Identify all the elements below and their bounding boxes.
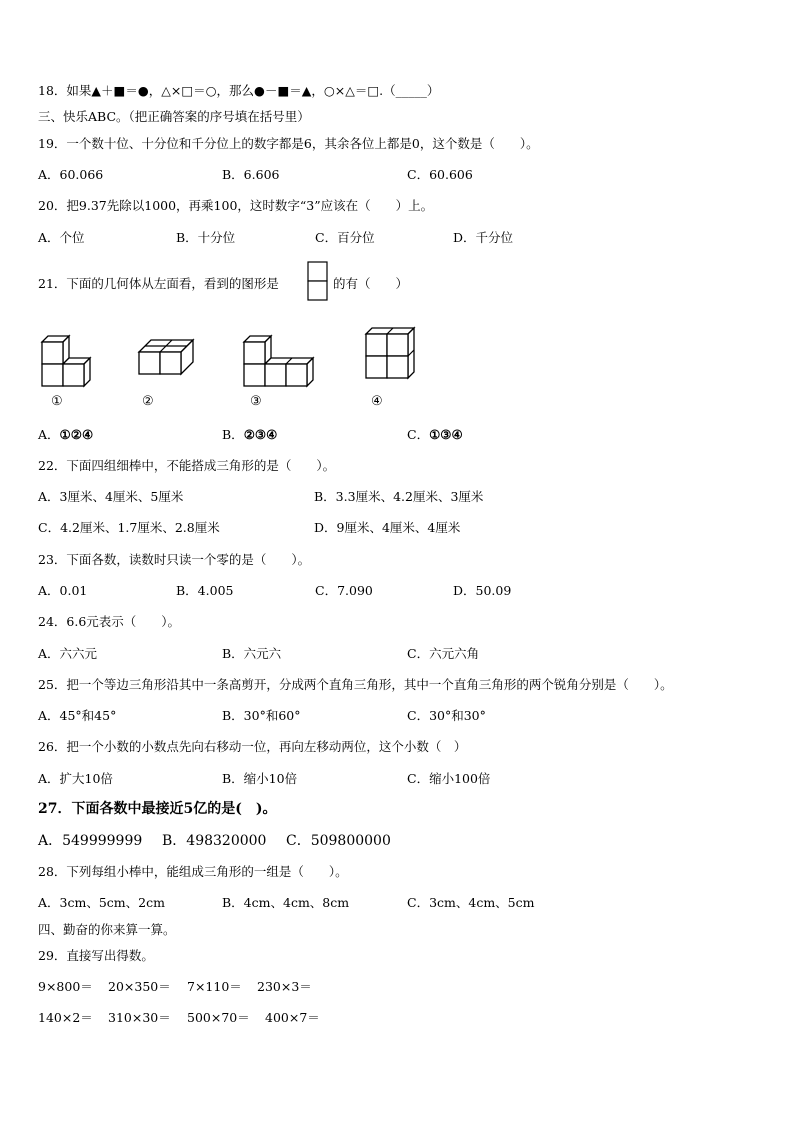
calc-item: 310×30＝ (108, 1010, 171, 1025)
q28-option-b: B．4cm、4cm、8cm (222, 895, 350, 910)
q28-option-c: C．3cm、4cm、5cm (407, 895, 535, 910)
q21-option-c (407, 427, 463, 443)
q26-option-b: B．缩小10倍 (222, 771, 298, 786)
q21-option-a (38, 427, 93, 443)
q25-option-c: C．30°和30° (407, 708, 486, 723)
q27-option-c: C．509800000 (286, 833, 391, 849)
q21-option-b (222, 427, 277, 443)
calc-item: 500×70＝ (187, 1010, 250, 1025)
question-19-stem: 19．一个数十位、十分位和千分位上的数字都是6，其余各位上都是0，这个数是（ ）。 (38, 136, 539, 151)
question-29-stem: 29．直接写出得数。 (38, 948, 154, 963)
question-21-stem (38, 276, 279, 292)
calc-item: 9×800＝ (38, 979, 93, 994)
q22-option-d: D．9厘米、4厘米、4厘米 (314, 520, 461, 535)
q27-option-a: A．549999999 (38, 833, 143, 849)
solid-figure-2 (136, 336, 198, 384)
q23-option-c: C．7.090 (315, 583, 373, 598)
q20-option-b: B．十分位 (176, 230, 236, 245)
calc-item: 20×350＝ (108, 979, 171, 994)
question-26-stem: 26．把一个小数的小数点先向右移动一位，再向左移动两位，这个小数（ ） (38, 739, 467, 754)
q24-option-b: B．六元六 (222, 646, 282, 661)
q25-option-b: B．30°和60° (222, 708, 301, 723)
q23-option-d: D．50.09 (453, 583, 512, 598)
q21-option-a-value: ①②④ (59, 427, 94, 442)
question-28-stem: 28．下列每组小棒中，能组成三角形的一组是（ ）。 (38, 864, 348, 879)
question-24-stem: 24．6.6元表示（ ）。 (38, 614, 181, 629)
q24-option-a: A．六六元 (38, 646, 98, 661)
q21-option-b-value: ②③④ (243, 427, 278, 442)
q19-option-c: C．60.606 (407, 167, 473, 182)
q21-option-c-letter: C． (407, 427, 430, 442)
q19-option-b: B．6.606 (222, 167, 280, 182)
q23-option-b: B．4.005 (176, 583, 234, 598)
figure-label-4: ④ (371, 394, 383, 409)
calc-item: 7×110＝ (187, 979, 242, 994)
question-18: 18．如果▲＋■＝●，△×□＝○，那么●－■＝▲，○×△＝□.（_____） (38, 83, 440, 98)
q21-option-b-letter: B． (222, 427, 244, 442)
section-4-heading: 四、勤奋的你来算一算。 (38, 922, 176, 937)
q26-option-c: C．缩小100倍 (407, 771, 491, 786)
q23-option-a: A．0.01 (38, 583, 88, 598)
left-view-shape-icon (307, 261, 329, 301)
q22-option-b: B．3.3厘米、4.2厘米、3厘米 (314, 489, 484, 504)
figure-label-2: ② (142, 394, 154, 409)
q21-stem-after: 的有（ ） (333, 276, 409, 291)
section-3-heading: 三、快乐ABC。（把正确答案的序号填在括号里） (38, 109, 310, 124)
q21-option-c-value: ①③④ (429, 427, 463, 442)
calc-item: 140×2＝ (38, 1010, 93, 1025)
question-22-stem: 22．下面四组细棒中，不能搭成三角形的是（ ）。 (38, 458, 336, 473)
q20-option-c: C．百分位 (315, 230, 375, 245)
q20-option-a: A．个位 (38, 230, 85, 245)
question-20-stem: 20．把9.37先除以1000，再乘100，这时数字“3”应该在（ ）上。 (38, 198, 434, 213)
figure-label-3: ③ (250, 394, 262, 409)
question-27-stem: 27．下面各数中最接近5亿的是( )。 (38, 801, 277, 817)
q25-option-a: A．45°和45° (38, 708, 117, 723)
q24-option-c: C．六元六角 (407, 646, 480, 661)
solid-figure-3 (240, 330, 320, 390)
calc-item: 400×7＝ (265, 1010, 320, 1025)
q19-option-a: A．60.066 (38, 167, 104, 182)
q20-option-d: D．千分位 (453, 230, 514, 245)
figure-label-1: ① (51, 394, 63, 409)
solid-figure-1 (38, 330, 98, 390)
q22-option-c: C．4.2厘米、1.7厘米、2.8厘米 (38, 520, 220, 535)
question-25-stem: 25．把一个等边三角形沿其中一条高剪开，分成两个直角三角形，其中一个直角三角形的两个锐角分别是（ ）。 (38, 677, 673, 692)
q21-stem-before: 21．下面的几何体从左面看，看到的图形是 (38, 276, 279, 291)
q21-option-a-letter: A． (38, 427, 60, 442)
q27-option-b: B．498320000 (162, 833, 267, 849)
question-23-stem: 23．下面各数，读数时只读一个零的是（ ）。 (38, 552, 311, 567)
q22-option-a: A．3厘米、4厘米、5厘米 (38, 489, 184, 504)
q28-option-a: A．3cm、5cm、2cm (38, 895, 165, 910)
solid-figure-4 (362, 322, 422, 384)
q26-option-a: A．扩大10倍 (38, 771, 113, 786)
calc-item: 230×3＝ (257, 979, 312, 994)
